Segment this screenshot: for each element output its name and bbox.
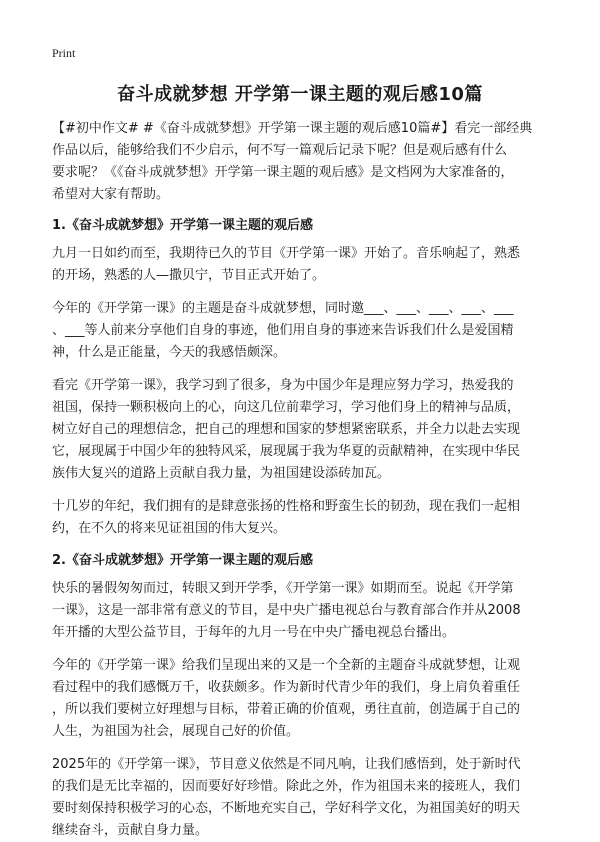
intro-line: 希望对大家有帮助。	[52, 187, 170, 202]
paragraph-line: 约，在不久的将来见证祖国的伟大复兴。	[52, 521, 287, 536]
paragraph	[52, 375, 562, 485]
intro-line: 作品以后，能够给我们不少启示，何不写一篇观后记录下呢？但是观后感有什么	[52, 143, 508, 158]
paragraph-line: 继续奋斗，贡献自身力量。	[52, 823, 209, 838]
article-body	[52, 118, 562, 842]
section-heading: 2.《奋斗成就梦想》开学第一课主题的观后感	[52, 553, 313, 568]
page-title: 奋斗成就梦想 开学第一课主题的观后感10篇	[117, 84, 483, 105]
paragraph-line: 要时刻保持积极学习的心态，不断地充实自己，学好科学文化，为祖国美好的明天	[52, 801, 521, 816]
intro-line: 【#初中作文# #《奋斗成就梦想》开学第一课主题的观后感10篇#】看完一部经典	[52, 121, 533, 136]
paragraph	[52, 243, 562, 287]
paragraph-line: 一课》，这是一部非常有意义的节目，是中央广播电视总台与教育部合作并从2008	[52, 603, 521, 618]
paragraph-line: 人生，为祖国为社会，展现自己好的价值。	[52, 724, 300, 739]
paragraph	[52, 496, 562, 540]
paragraph-line: 族伟大复兴的道路上贡献自我力量，为祖国建设添砖加瓦。	[52, 466, 391, 481]
paragraph-line: 年开播的大型公益节目，于每年的九月一号在中央广播电视总台播出。	[52, 625, 456, 640]
paragraph-line: 的开场，熟悉的人—撒贝宁，节目正式开始了。	[52, 268, 326, 283]
paragraph-line: 、___等人前来分享他们自身的事迹，他们用自身的事迹来告诉我们什么是爱国精	[52, 323, 514, 338]
paragraph-line: 祖国，保持一颗积极向上的心，向这几位前辈学习，学习他们身上的精神与品质，	[52, 400, 521, 415]
paragraph-line: 看完《开学第一课》，我学习到了很多，身为中国少年是理应努力学习，热爱我的	[52, 378, 514, 393]
paragraph-line: 2025年的《开学第一课》，节目意义依然是不同凡响，让我们感悟到，处于新时代	[52, 757, 521, 772]
paragraph-line: 十几岁的年纪，我们拥有的是肆意张扬的性格和野蛮生长的韧劲，现在我们一起相	[52, 499, 521, 514]
paragraph	[52, 655, 562, 743]
paragraph	[52, 298, 562, 364]
paragraph-line: 它，展现属于中国少年的独特风采，展现属于我为华夏的贡献精神，在实现中华民	[52, 444, 521, 459]
section-heading: 1.《奋斗成就梦想》开学第一课主题的观后感	[52, 218, 313, 233]
paragraph-line: 神，什么是正能量，今天的我感悟颇深。	[52, 345, 287, 360]
intro-paragraph	[52, 118, 562, 206]
paragraph-line: 的我们是无比幸福的，因而要好好珍惜。除此之外，作为祖国未来的接班人，我们	[52, 779, 521, 794]
paragraph-line: ，所以我们要树立好理想与目标，带着正确的价值观，勇往直前，创造属于自己的	[52, 702, 521, 717]
paragraph	[52, 754, 562, 842]
paragraph-line: 九月一日如约而至，我期待已久的节目《开学第一课》开始了。音乐响起了，熟悉	[52, 246, 521, 261]
paragraph-line: 今年的《开学第一课》给我们呈现出来的又是一个全新的主题奋斗成就梦想，让观	[52, 658, 521, 673]
paragraph-line: 今年的《开学第一课》的主题是奋斗成就梦想，同时邀___、___、___、___、___	[52, 301, 514, 316]
paragraph	[52, 578, 562, 644]
print-link[interactable]: Print	[52, 46, 76, 60]
intro-line: 要求呢？《《奋斗成就梦想》开学第一课主题的观后感》是文档网为大家准备的，	[52, 165, 514, 180]
paragraph-line: 看过程中的我们感慨万千，收获颇多。作为新时代青少年的我们，身上肩负着重任	[52, 680, 521, 695]
paragraph-line: 树立好自己的理想信念，把自己的理想和国家的梦想紧密联系，并全力以赴去实现	[52, 422, 521, 437]
paragraph-line: 快乐的暑假匆匆而过，转眼又到开学季，《开学第一课》如期而至。说起《开学第	[52, 581, 514, 596]
